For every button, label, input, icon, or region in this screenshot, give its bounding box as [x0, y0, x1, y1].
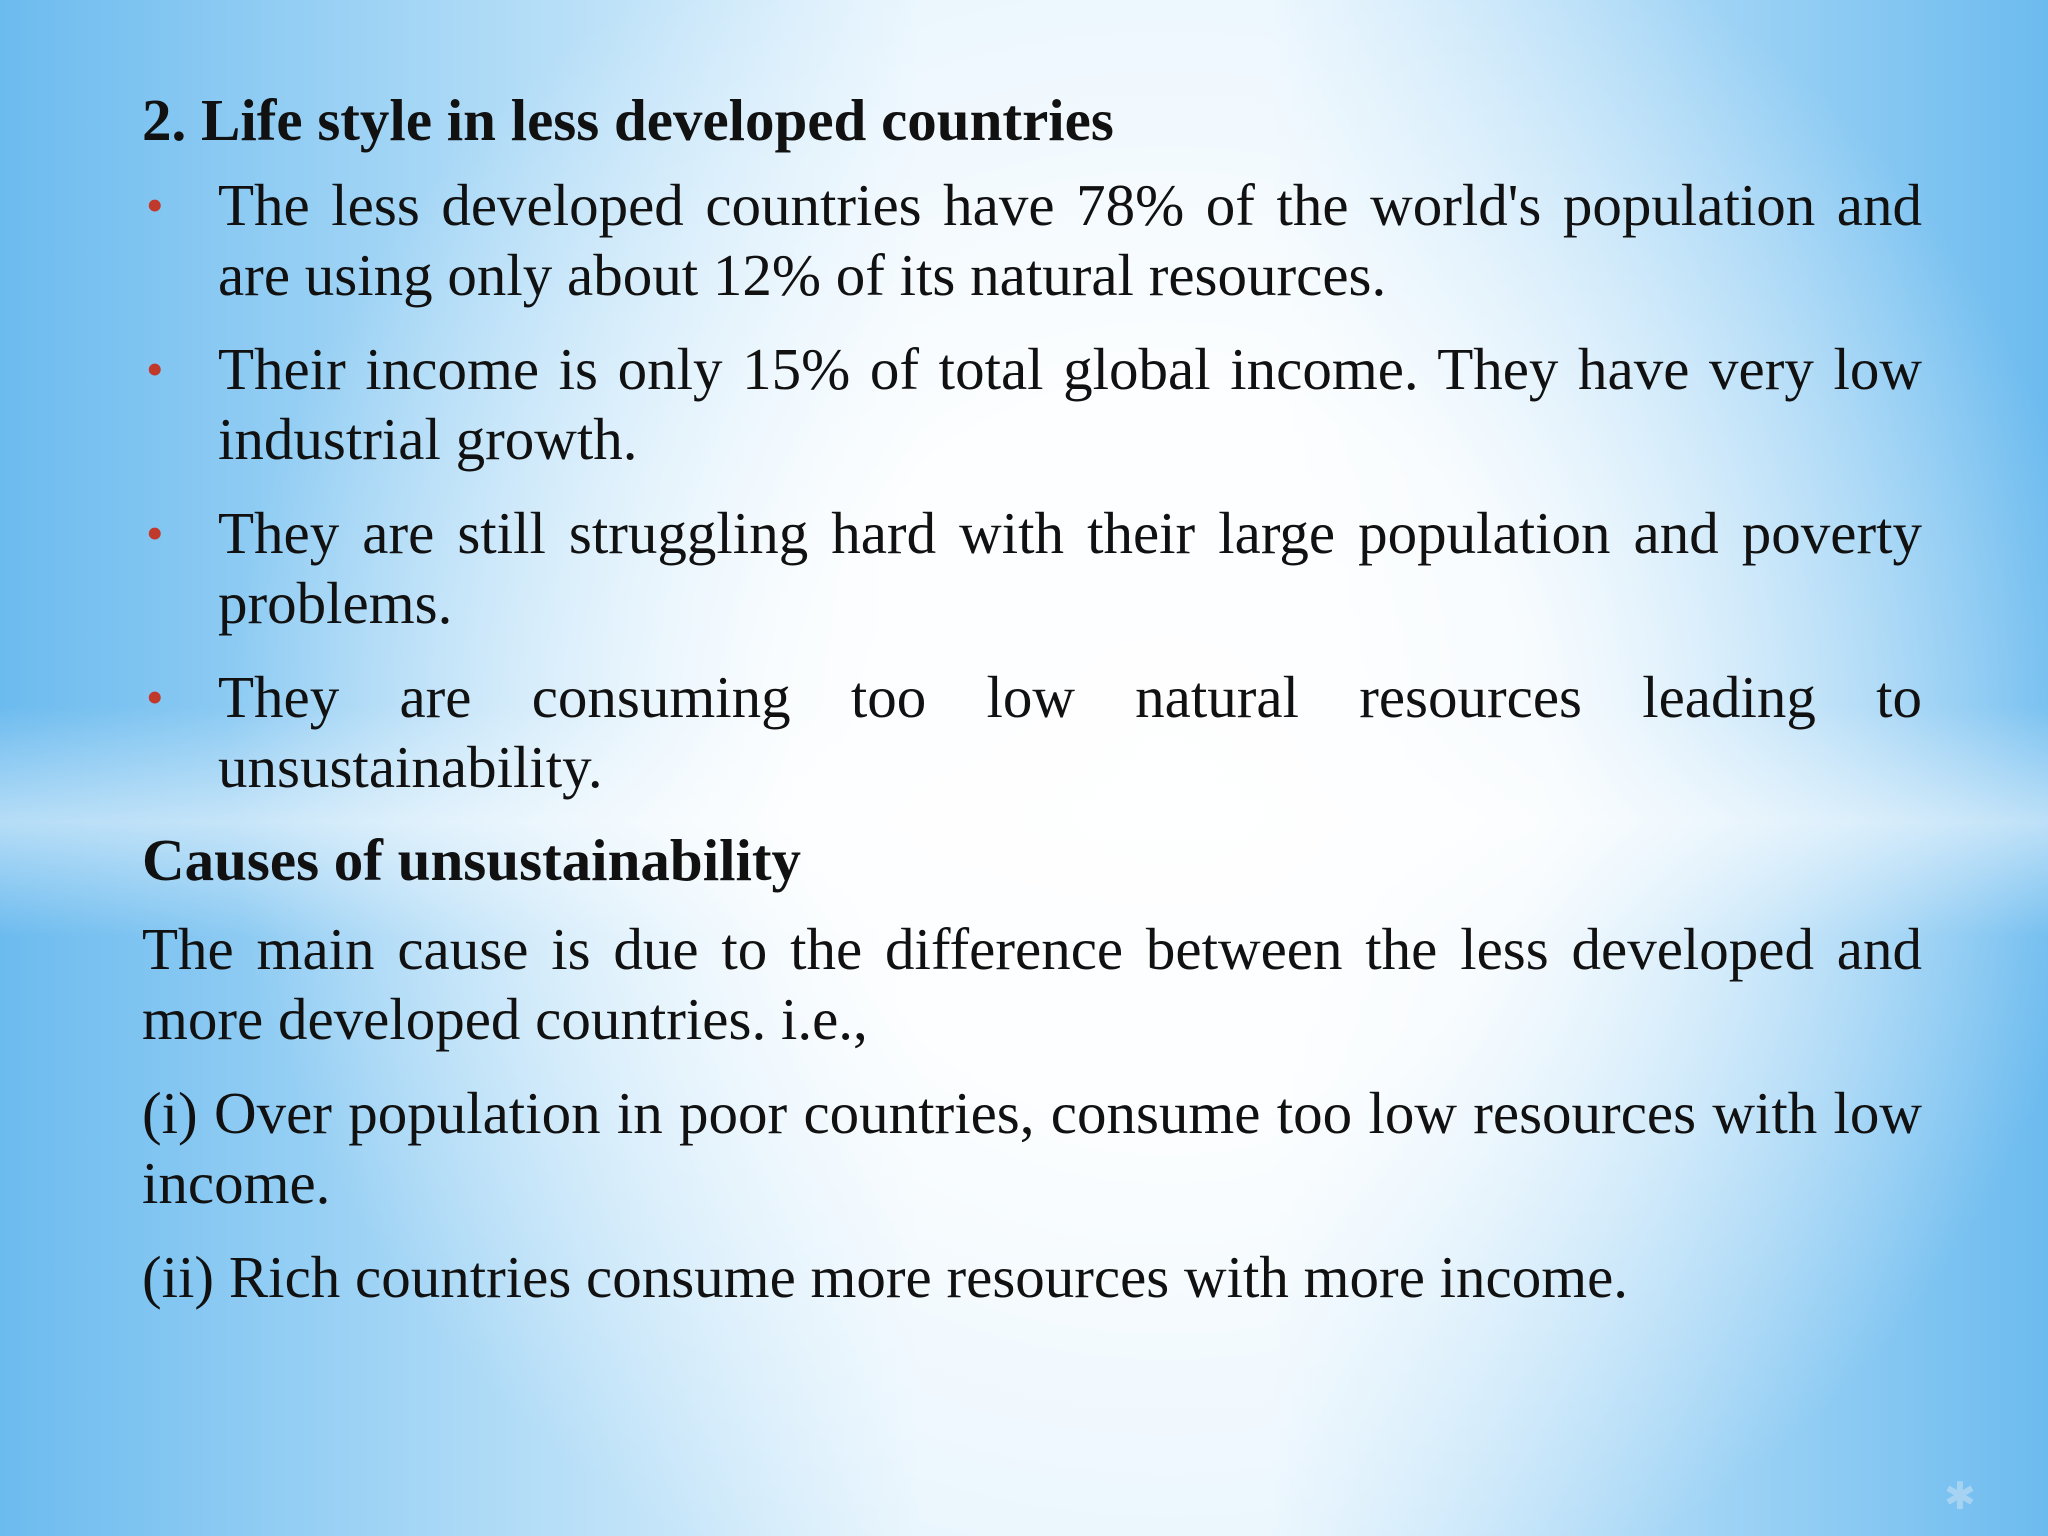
bullet-text: Their income is only 15% of total global income. They have very low industrial growth. [218, 336, 1922, 472]
bullet-list [142, 170, 1922, 802]
slide-title: 2. Life style in less developed countries [142, 87, 1114, 153]
bullet-dot-icon: • [146, 341, 164, 397]
bullet-dot-icon: • [146, 505, 164, 561]
list-item [142, 170, 1922, 310]
list-item [142, 498, 1922, 638]
bullet-dot-icon: • [146, 669, 164, 725]
bullet-text: They are consuming too low natural resources leading to unsustainability. [218, 664, 1922, 800]
bullet-dot-icon: • [146, 177, 164, 233]
section-heading: Causes of unsustainability [142, 827, 802, 893]
bullet-text: The less developed countries have 78% of the world's population and are using only about 12% of its natural resources. [218, 172, 1922, 308]
body-paragraph: The main cause is due to the difference between the less developed and more developed countries. i.e., [142, 916, 1922, 1052]
bullet-text: They are still struggling hard with their large population and poverty problems. [218, 500, 1922, 636]
slide-content [142, 86, 1922, 1336]
list-item [142, 662, 1922, 802]
body-paragraph: (i) Over population in poor countries, consume too low resources with low income. [142, 1080, 1922, 1216]
list-item [142, 334, 1922, 474]
star-icon: ✱ [1944, 1474, 1976, 1518]
body-paragraph: (ii) Rich countries consume more resources with more income. [142, 1244, 1629, 1310]
